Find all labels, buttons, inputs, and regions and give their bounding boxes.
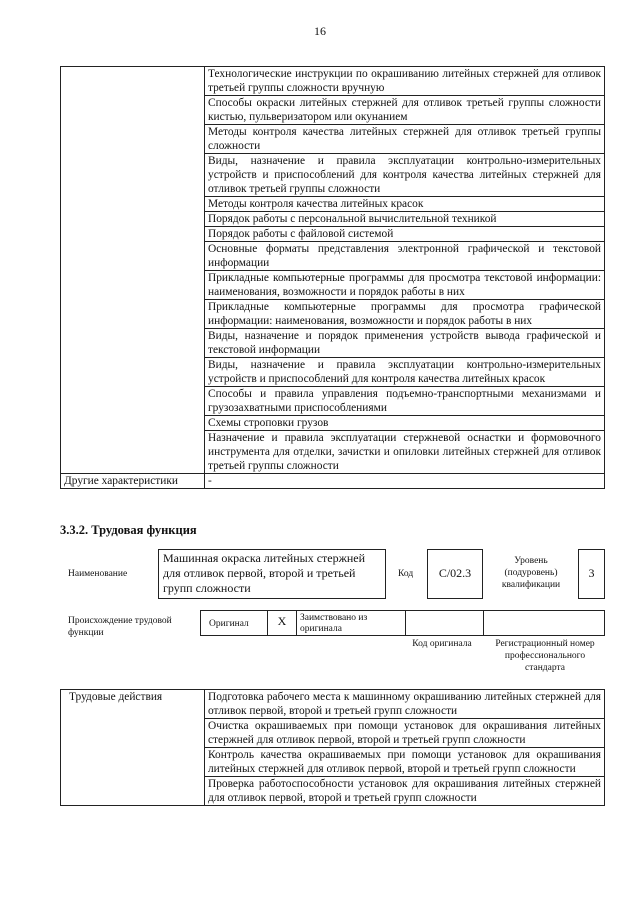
table-cell: Основные форматы представления электронной графической и текстовой информации [205,242,605,271]
name-label: Наименование [68,569,128,579]
other-characteristics-value: - [205,474,605,489]
table-cell: Назначение и правила эксплуатации стержневой оснастки и формовочного инструмента для отделки, зачистки и опиловки литейных стержней для отливок третьей группы сложности [205,431,605,474]
origin-label: Происхождение трудовой функции [68,616,172,638]
original-code-caption: Код оригинала [412,639,472,649]
table-cell: Подготовка рабочего места к машинному окрашиванию литейных стержней для отливок первой, второй и третьей групп сложности [205,690,605,719]
table-cell: Порядок работы с файловой системой [205,227,605,242]
table-cell: Методы контроля качества литейных красок [205,197,605,212]
table-row [61,67,605,96]
page-number: 16 [314,24,326,38]
qualification-level-box: 3 [578,549,605,599]
table-cell: Технологические инструкции по окрашиванию литейных стержней для отливок третьей группы сложности вручную [205,67,605,96]
table-cell: Методы контроля качества литейных стержней для отливок третьей группы сложности [205,125,605,154]
table-cell: Очистка окрашиваемых при помощи установок для окрашивания литейных стержней для отливок первой, второй и третьей групп сложности [205,719,605,748]
table-cell: Контроль качества окрашиваемых при помощи установок для окрашивания литейных стержней для отливок первой, второй и третьей групп сложности [205,748,605,777]
function-name-box: Машинная окраска литейных стержней для отливок первой, второй и третьей групп сложности [158,549,386,599]
original-mark-cell: X [267,610,297,636]
table-cell: Порядок работы с персональной вычислительной техникой [205,212,605,227]
table-cell: Прикладные компьютерные программы для просмотра текстовой информации: наименования, возможности и порядок работы в них [205,271,605,300]
table-cell: Способы и правила управления подъемно-транспортными механизмами и грузозахватными приспособлениями [205,387,605,416]
table-cell: Виды, назначение и порядок применения устройств вывода графической и текстовой информации [205,329,605,358]
registration-number-caption: Регистрационный номер профессионального стандарта [495,639,595,673]
registration-number-cell [483,610,605,636]
table-cell: Прикладные компьютерные программы для просмотра графической информации: наименования, возможности и порядок работы в них [205,300,605,329]
origin-row [200,610,605,636]
borrowed-cell: Заимствовано из оригинала [296,610,406,636]
knowledge-label-cell [61,67,205,474]
original-code-cell [405,610,484,636]
other-characteristics-label: Другие характеристики [61,474,205,489]
table-row [61,690,605,719]
table-cell: Схемы строповки грузов [205,416,605,431]
table-cell: Способы окраски литейных стержней для отливок третьей группы сложности кистью, пульверизатором или окунанием [205,96,605,125]
qualification-level-label: Уровень (подуровень) квалификации [501,556,561,590]
labor-actions-table [60,689,605,806]
table-row [61,474,605,489]
code-value-box: C/02.3 [427,549,483,599]
table-cell: Виды, назначение и правила эксплуатации контрольно-измерительных устройств и приспособлений для контроля качества литейных красок [205,358,605,387]
code-label: Код [398,569,414,579]
original-cell: Оригинал [200,610,268,636]
knowledge-table [60,66,605,489]
table-cell: Проверка работоспособности установок для окрашивания литейных стержней для отливок первой, второй и третьей групп сложности [205,777,605,806]
table-cell: Виды, назначение и правила эксплуатации контрольно-измерительных устройств и приспособлений для контроля качества литейных стержней для отливок третьей группы сложности [205,154,605,197]
labor-actions-label: Трудовые действия [61,690,205,806]
section-title: 3.3.2. Трудовая функция [60,523,197,537]
